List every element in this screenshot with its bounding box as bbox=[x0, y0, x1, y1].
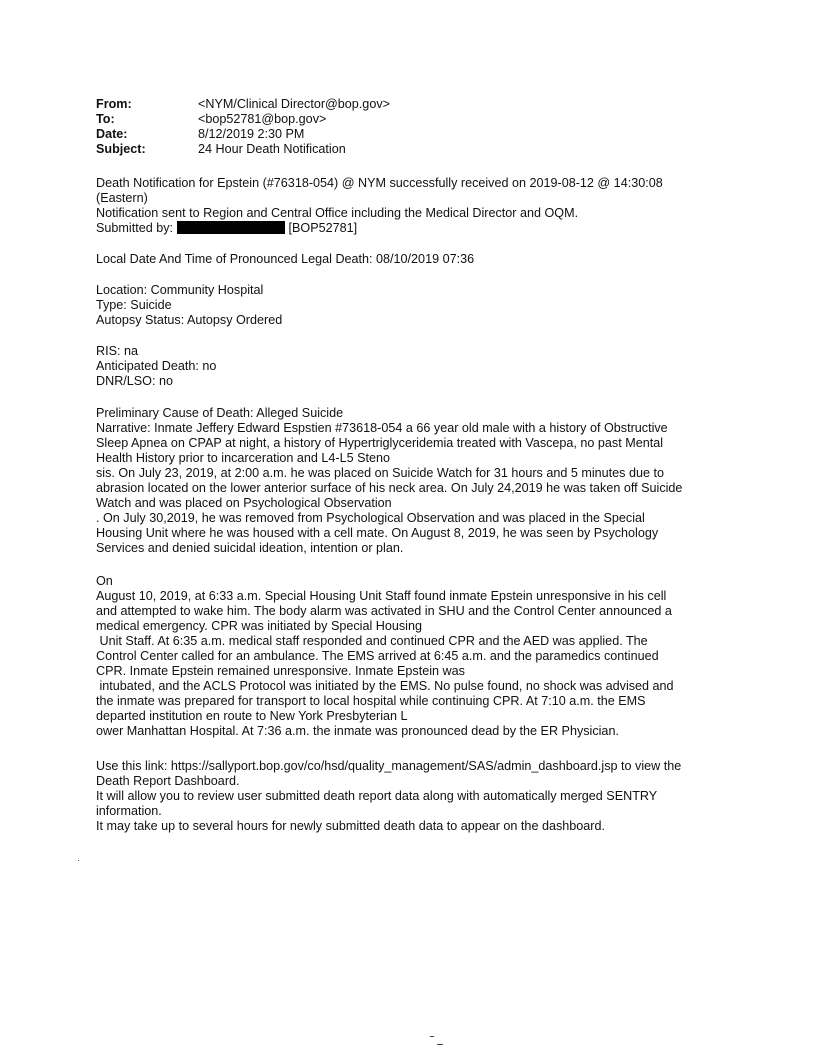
event-line: and attempted to wake him. The body alarm was activated in SHU and the Control Center announced a bbox=[96, 604, 672, 618]
date-label: Date: bbox=[96, 127, 128, 141]
ris-line: RIS: na bbox=[96, 344, 138, 358]
scan-speck bbox=[437, 1044, 443, 1045]
from-value: <NYM/Clinical Director@bop.gov> bbox=[198, 97, 390, 111]
narrative-section bbox=[96, 406, 736, 556]
footer-line: information. bbox=[96, 804, 162, 818]
narrative-line: Services and denied suicidal ideation, intention or plan. bbox=[96, 541, 404, 555]
redaction-bar bbox=[177, 221, 285, 234]
date-row bbox=[96, 127, 736, 142]
event-line: Control Center called for an ambulance. The EMS arrived at 6:45 a.m. and the paramedics continued bbox=[96, 649, 659, 663]
to-value: <bop52781@bop.gov> bbox=[198, 112, 327, 126]
event-section bbox=[96, 574, 736, 739]
event-line: intubated, and the ACLS Protocol was initiated by the EMS. No pulse found, no shock was advised and bbox=[96, 679, 674, 693]
narrative-line: sis. On July 23, 2019, at 2:00 a.m. he was placed on Suicide Watch for 31 hours and 5 minutes due to bbox=[96, 466, 664, 480]
submitted-by-label: Submitted by: bbox=[96, 221, 174, 235]
death-time-section bbox=[96, 252, 736, 267]
anticipated-line: Anticipated Death: no bbox=[96, 359, 217, 373]
type-line: Type: Suicide bbox=[96, 298, 172, 312]
narrative-line: Health History prior to incarceration and L4-L5 Steno bbox=[96, 451, 391, 465]
details-section bbox=[96, 283, 736, 328]
intro-line-1: Death Notification for Epstein (#76318-054) @ NYM successfully received on 2019-08-12 @ 14:30:08 bbox=[96, 176, 663, 190]
submitted-by-line bbox=[96, 221, 736, 236]
location-line: Location: Community Hospital bbox=[96, 283, 264, 297]
status-section bbox=[96, 344, 736, 389]
event-line: the inmate was prepared for transport to local hospital while continuing CPR. At 7:10 a.m. the EMS bbox=[96, 694, 646, 708]
to-label: To: bbox=[96, 112, 115, 126]
footer-section bbox=[96, 759, 736, 834]
event-line: ower Manhattan Hospital. At 7:36 a.m. the inmate was pronounced dead by the ER Physician. bbox=[96, 724, 619, 738]
scan-speck bbox=[78, 860, 79, 861]
narrative-line: Preliminary Cause of Death: Alleged Suicide bbox=[96, 406, 344, 420]
to-row bbox=[96, 112, 736, 127]
email-header bbox=[96, 97, 736, 157]
autopsy-line: Autopsy Status: Autopsy Ordered bbox=[96, 313, 283, 327]
intro-line-3: Notification sent to Region and Central Office including the Medical Director and OQM. bbox=[96, 206, 579, 220]
subject-value: 24 Hour Death Notification bbox=[198, 142, 346, 156]
from-row bbox=[96, 97, 736, 112]
narrative-line: Housing Unit where he was housed with a cell mate. On August 8, 2019, he was seen by Psychology bbox=[96, 526, 659, 540]
dnr-line: DNR/LSO: no bbox=[96, 374, 173, 388]
narrative-line: Sleep Apnea on CPAP at night, a history of Hypertriglyceridemia treated with Vascepa, no past Mental bbox=[96, 436, 664, 450]
event-line: August 10, 2019, at 6:33 a.m. Special Housing Unit Staff found inmate Epstein unresponsive in his cell bbox=[96, 589, 667, 603]
event-line: medical emergency. CPR was initiated by Special Housing bbox=[96, 619, 422, 633]
subject-row bbox=[96, 142, 736, 157]
event-line: CPR. Inmate Epstein remained unresponsive. Inmate Epstein was bbox=[96, 664, 465, 678]
death-time-line: Local Date And Time of Pronounced Legal Death: 08/10/2019 07:36 bbox=[96, 252, 475, 266]
from-label: From: bbox=[96, 97, 132, 111]
dashboard-link-line: Use this link: https://sallyport.bop.gov/co/hsd/quality_management/SAS/admin_dashboard.jsp to view the bbox=[96, 759, 682, 773]
narrative-line: Watch and was placed on Psychological Observation bbox=[96, 496, 392, 510]
date-value: 8/12/2019 2:30 PM bbox=[198, 127, 305, 141]
scan-speck bbox=[430, 1036, 434, 1037]
intro-section bbox=[96, 176, 736, 236]
intro-line-2: (Eastern) bbox=[96, 191, 148, 205]
footer-line: Death Report Dashboard. bbox=[96, 774, 240, 788]
event-line: On bbox=[96, 574, 113, 588]
event-line: departed institution en route to New York Presbyterian L bbox=[96, 709, 408, 723]
event-line: Unit Staff. At 6:35 a.m. medical staff responded and continued CPR and the AED was applied. The bbox=[96, 634, 648, 648]
narrative-line: . On July 30,2019, he was removed from Psychological Observation and was placed in the Special bbox=[96, 511, 645, 525]
subject-label: Subject: bbox=[96, 142, 146, 156]
footer-line: It may take up to several hours for newly submitted death data to appear on the dashboard. bbox=[96, 819, 605, 833]
narrative-line: abrasion located on the lower anterior surface of his neck area. On July 24,2019 he was taken off Suicide bbox=[96, 481, 683, 495]
narrative-line: Narrative: Inmate Jeffery Edward Espstien #73618-054 a 66 year old male with a history of Obstructive bbox=[96, 421, 668, 435]
footer-line: It will allow you to review user submitted death report data along with automatically merged SENTRY bbox=[96, 789, 658, 803]
submitted-by-id: [BOP52781] bbox=[288, 221, 358, 235]
